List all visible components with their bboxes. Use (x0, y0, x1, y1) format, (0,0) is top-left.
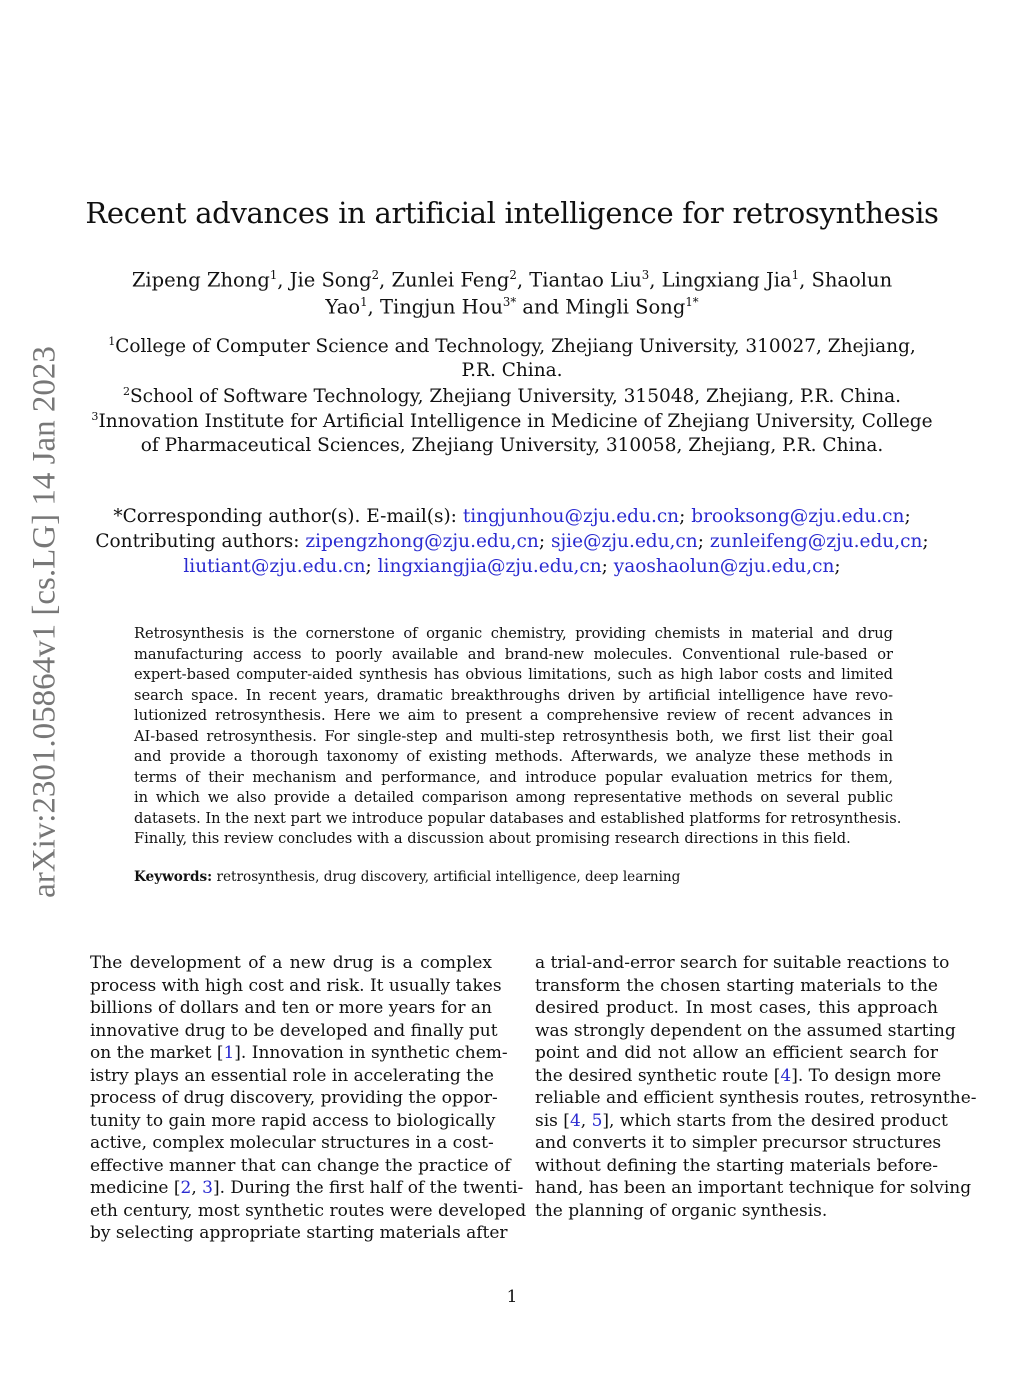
body-line: sis [4, 5], which starts from the desired product (535, 1110, 948, 1131)
author-name: Yao (325, 295, 361, 319)
affiliation-mark: 1 (108, 335, 116, 348)
body-line: by selecting appropriate starting materials after (90, 1223, 508, 1243)
author-affiliation-mark: 1 (269, 268, 278, 282)
author-name: Tiantao Liu (529, 268, 642, 292)
affiliation-mark: 2 (122, 385, 130, 398)
keywords-label: Keywords: (134, 869, 213, 885)
affiliation-line (0, 360, 1024, 381)
email-link[interactable]: tingjunhou@zju.edu.cn (462, 506, 680, 527)
paper-title: Recent advances in artificial intelligence for retrosynthesis (85, 196, 939, 230)
affiliation-mark: 3 (91, 410, 99, 423)
body-line: reliable and efficient synthesis routes, retrosynthe- (535, 1088, 977, 1108)
keywords (134, 869, 680, 885)
arxiv-stamp: arXiv:2301.05864v1 [cs.LG] 14 Jan 2023 (26, 346, 63, 898)
body-line: transform the chosen starting materials to the (535, 975, 938, 996)
author-affiliation-mark: 3* (502, 295, 517, 309)
affiliation-line (0, 410, 1024, 432)
citation-link[interactable]: 3 (202, 1178, 213, 1198)
page-number: 1 (506, 1287, 518, 1307)
body-line: billions of dollars and ten or more years for an (90, 998, 492, 1018)
citation-link[interactable]: 4 (569, 1110, 581, 1131)
author-name: Mingli Song (565, 295, 686, 319)
body-line: tunity to gain more rapid access to biologically (90, 1110, 496, 1131)
author-affiliation-mark: 1 (360, 295, 368, 309)
body-line: desired product. In most cases, this approach (535, 998, 938, 1018)
abstract-line: AI-based retrosynthesis. For single-step and multi-step retrosynthesis both, we first list their goal (134, 727, 893, 745)
body-line: innovative drug to be developed and finally put (90, 1020, 498, 1041)
email-link[interactable]: lingxiangjia@zju.edu,cn (377, 556, 602, 577)
email-link[interactable]: sjie@zju.edu,cn (550, 531, 698, 552)
citation-link[interactable]: 2 (180, 1178, 192, 1198)
contributing-authors: Contributing authors: zipengzhong@zju.edu,cn; sjie@zju.edu,cn; zunleifeng@zju.edu,cn; (95, 531, 929, 552)
email-label: Contributing authors: (95, 531, 300, 552)
keywords-text: retrosynthesis, drug discovery, artificial intelligence, deep learning (216, 869, 681, 885)
affiliation-text: of Pharmaceutical Sciences, Zhejiang University, 310058, Zhejiang, P.R. China. (140, 435, 884, 456)
body-line: process with high cost and risk. It usually takes (90, 975, 502, 996)
body-line: the planning of organic synthesis. (535, 1200, 828, 1221)
body-line: the desired synthetic route [4]. To design more (535, 1065, 942, 1086)
body-line: and converts it to simpler precursor structures (535, 1133, 942, 1153)
email-link[interactable]: zipengzhong@zju.edu,cn (305, 531, 539, 552)
author-affiliation-mark: 2 (371, 268, 380, 282)
body-line: eth century, most synthetic routes were developed (90, 1200, 527, 1221)
author-affiliation-mark: 2 (509, 268, 517, 282)
email-link[interactable]: yaoshaolun@zju.edu,cn (613, 556, 835, 577)
body-line: point and did not allow an efficient search for (535, 1043, 938, 1063)
body-line: a trial-and-error search for suitable reactions to (535, 953, 950, 973)
citation-link[interactable]: 1 (223, 1043, 235, 1063)
body-line: istry plays an essential role in accelerating the (90, 1065, 494, 1086)
corresponding-authors: *Corresponding author(s). E-mail(s): tingjunhou@zju.edu.cn; brooksong@zju.edu.cn; (113, 506, 911, 527)
affiliation-line (0, 335, 1024, 357)
email-link[interactable]: liutiant@zju.edu.cn (183, 556, 366, 577)
author-name: Zipeng Zhong (131, 268, 270, 292)
body-line: on the market [1]. Innovation in synthetic chem- (90, 1043, 508, 1063)
body-line: effective manner that can change the practice of (90, 1155, 511, 1176)
body-line: active, complex molecular structures in a cost- (90, 1133, 494, 1153)
email-label: *Corresponding author(s). E-mail(s): (113, 506, 457, 527)
body-line: The development of a new drug is a complex (90, 953, 492, 973)
abstract-line: search space. In recent years, dramatic breakthroughs driven by artificial intelligence have revo- (134, 686, 893, 704)
abstract-line: manufacturing access to poorly available and brand-new molecules. Conventional rule-based or (134, 645, 893, 663)
author-line: Zipeng Zhong$^1$, Jie Song$^2$, Zunlei Feng$^2$, Tiantao Liu$^3$, Lingxiang Jia$^1$, Shaolun (131, 268, 893, 292)
abstract-line: datasets. In the next part we introduce popular databases and established platforms for retrosynthesis. (134, 809, 902, 827)
body-line: without defining the starting materials before- (535, 1155, 938, 1176)
affiliation-text: School of Software Technology, Zhejiang University, 315048, Zhejiang, P.R. China. (130, 386, 902, 408)
affiliation-line (0, 435, 1024, 456)
affiliation-text: College of Computer Science and Technology, Zhejiang University, 310027, Zhejiang, (115, 336, 916, 358)
abstract-line: in which we also provide a detailed comparison among representative methods on several public (134, 789, 893, 806)
email-link[interactable]: zunleifeng@zju.edu,cn (709, 531, 923, 552)
abstract-line: terms of their mechanism and performance, and introduce popular evaluation metrics for them, (134, 768, 893, 786)
abstract-line: and provide a thorough taxonomy of existing methods. Afterwards, we analyze these methods in (134, 748, 893, 765)
body-line: hand, has been an important technique for solving (535, 1178, 972, 1198)
citation-link[interactable]: 5 (591, 1110, 603, 1131)
affiliation-line (0, 385, 1024, 407)
author-affiliation-mark: 1* (685, 295, 699, 309)
author-name: Jie Song (289, 268, 372, 292)
contributing-authors-cont: liutiant@zju.edu.cn; lingxiangjia@zju.edu,cn; yaoshaolun@zju.edu,cn; (183, 556, 841, 577)
body-line: medicine [2, 3]. During the first half of the twenti- (90, 1178, 524, 1198)
abstract-line: Retrosynthesis is the cornerstone of organic chemistry, providing chemists in material and drug (134, 625, 893, 642)
author-affiliation-mark: 3 (641, 268, 650, 282)
author-line: Yao$^1$, Tingjun Hou$^{3*}$ and Mingli Song$^{1*}$ (325, 295, 699, 319)
author-name: Lingxiang Jia (661, 268, 792, 292)
author-name: Zunlei Feng (391, 268, 510, 292)
body-line: was strongly dependent on the assumed starting (535, 1020, 956, 1041)
affiliation-text: P.R. China. (461, 360, 563, 381)
body-line: process of drug discovery, providing the oppor- (90, 1088, 498, 1108)
author-name: Tingjun Hou (379, 295, 503, 319)
author-name: Shaolun (811, 268, 893, 292)
abstract-line: lutionized retrosynthesis. Here we aim to present a comprehensive review of recent advances in (134, 707, 893, 724)
author-affiliation-mark: 1 (791, 268, 800, 282)
abstract-line: Finally, this review concludes with a discussion about promising research directions in this field. (134, 830, 851, 847)
affiliation-text: Innovation Institute for Artificial Intelligence in Medicine of Zhejiang University, College (98, 411, 933, 433)
abstract-line: expert-based computer-aided synthesis has obvious limitations, such as high labor costs and limited (134, 666, 893, 683)
citation-link[interactable]: 4 (780, 1065, 792, 1086)
email-link[interactable]: brooksong@zju.edu.cn (691, 506, 905, 527)
